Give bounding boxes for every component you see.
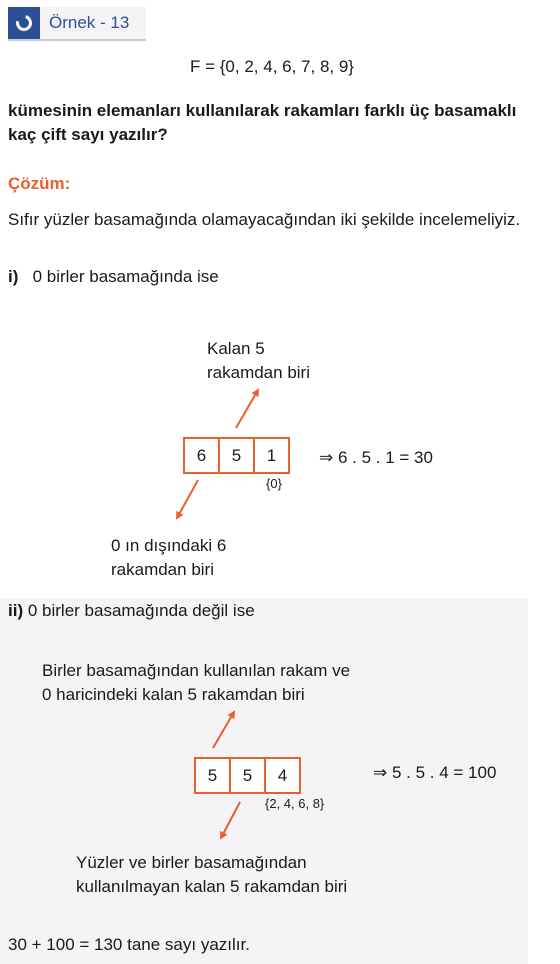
- case2-top-label-1: Birler basamağından kullanılan rakam ve: [42, 661, 351, 680]
- case1-up-arrow-icon: [236, 390, 258, 428]
- case2-top-label-2: 0 haricindeki kalan 5 rakamdan biri: [42, 685, 305, 704]
- case2-bottom-label-1: Yüzler ve birler basamağından: [76, 853, 307, 872]
- case1-box-tens: 5: [218, 437, 255, 474]
- case2-box-hundreds: 5: [194, 757, 231, 794]
- case2-down-arrow-icon: [221, 802, 240, 838]
- case2-result: ⇒ 5 . 5 . 4 = 100: [373, 763, 497, 782]
- case1-top-label-1: Kalan 5: [207, 339, 265, 358]
- case1-box-hundreds: 6: [183, 437, 220, 474]
- example-label: Örnek - 13: [49, 13, 130, 32]
- case1-marker: i): [8, 267, 19, 286]
- case1-bottom-label-1: 0 ın dışındaki 6: [111, 536, 227, 555]
- case1-subscript: {0}: [266, 476, 282, 491]
- case1-box-ones: 1: [253, 437, 290, 474]
- problem-line-2: kaç çift sayı yazılır?: [8, 125, 168, 144]
- solution-heading: Çözüm:: [8, 174, 71, 193]
- conclusion: 30 + 100 = 130 tane sayı yazılır.: [8, 935, 250, 954]
- case1-top-label-2: rakamdan biri: [207, 363, 310, 382]
- case1-bottom-label-2: rakamdan biri: [111, 560, 214, 579]
- case1-down-arrow-icon: [177, 480, 198, 518]
- set-definition: F = {0, 2, 4, 6, 7, 8, 9}: [190, 57, 354, 76]
- case2-bottom-label-2: kullanılmayan kalan 5 rakamdan biri: [76, 877, 348, 896]
- case2-title-text: 0 birler basamağında değil ise: [27, 601, 255, 620]
- case1-result: ⇒ 6 . 5 . 1 = 30: [319, 448, 433, 467]
- case2-box-ones: 4: [264, 757, 301, 794]
- problem-line-1: kümesinin elemanları kullanılarak rakamları farklı üç basamaklı: [8, 101, 517, 120]
- case2-marker: ii): [8, 601, 24, 620]
- case1-title-text: 0 birler basamağında ise: [32, 267, 219, 286]
- case2-box-tens: 5: [229, 757, 266, 794]
- solution-intro: Sıfır yüzler basamağında olamayacağından iki şekilde incelemeliyiz.: [8, 210, 521, 229]
- case2-up-arrow-icon: [213, 712, 234, 748]
- case2-subscript: {2, 4, 6, 8}: [265, 796, 325, 811]
